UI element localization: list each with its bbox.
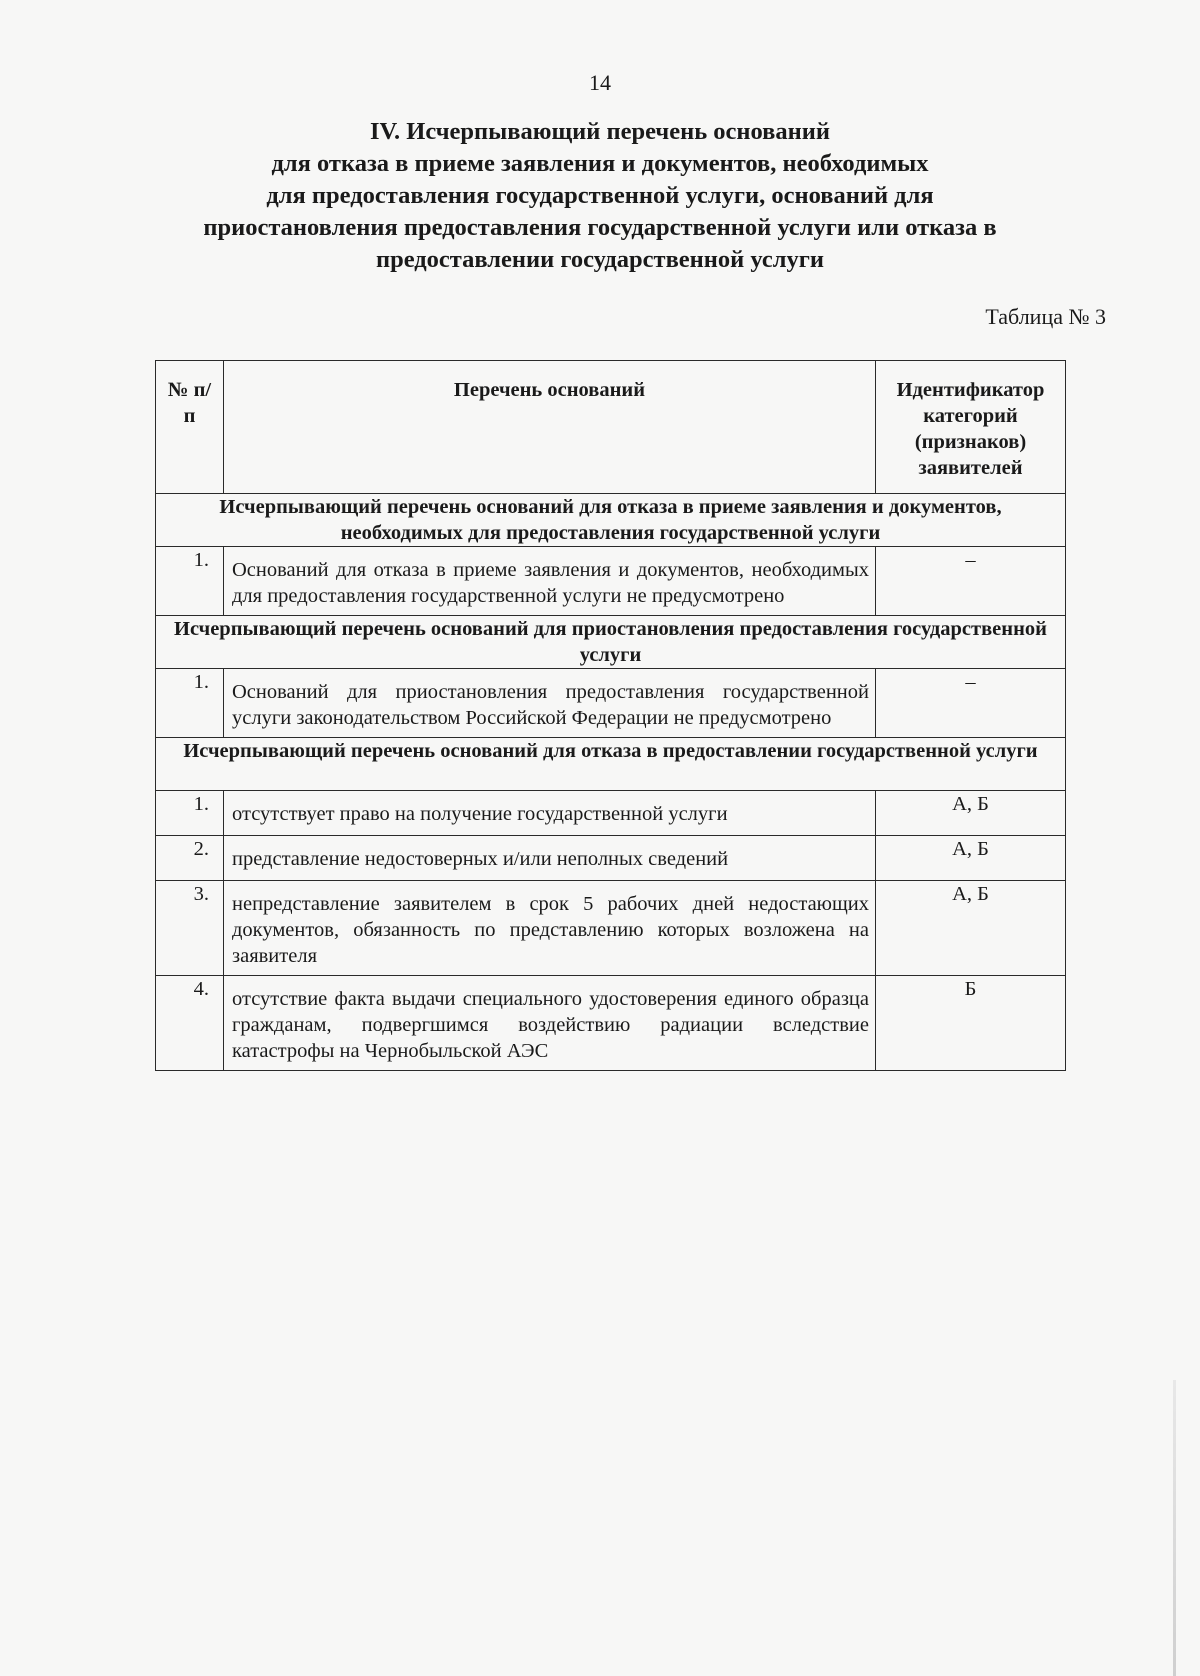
row-text: Оснований для приостановления предоставления государственной услуги законодательством Российской Федерации не предусмотрено bbox=[224, 669, 876, 738]
header-ident: Идентификатор категорий (признаков) заявителей bbox=[876, 361, 1066, 494]
table-row bbox=[156, 976, 1066, 1071]
page-number: 14 bbox=[589, 70, 611, 95]
row-ident: – bbox=[876, 547, 1066, 616]
row-number: 1. bbox=[156, 547, 224, 616]
section-title-line: для предоставления государственной услуги, оснований для bbox=[266, 182, 934, 209]
row-ident: А, Б bbox=[876, 791, 1066, 836]
group-title: Исчерпывающий перечень оснований для приостановления предоставления государственной услуги bbox=[156, 616, 1066, 669]
row-number: 2. bbox=[156, 836, 224, 881]
table-header-row bbox=[156, 361, 1066, 494]
row-text: Оснований для отказа в приеме заявления и документов, необходимых для предоставления государственной услуги не предусмотрено bbox=[224, 547, 876, 616]
group-title: Исчерпывающий перечень оснований для отказа в предоставлении государственной услуги bbox=[156, 738, 1066, 791]
table-row bbox=[156, 881, 1066, 976]
row-ident: А, Б bbox=[876, 881, 1066, 976]
table-caption: Таблица № 3 bbox=[985, 304, 1106, 329]
header-num: № п/п bbox=[156, 361, 224, 494]
section-title-line: предоставлении государственной услуги bbox=[375, 246, 825, 273]
section-title-line: для отказа в приеме заявления и документов, необходимых bbox=[271, 150, 929, 177]
table-row bbox=[156, 836, 1066, 881]
group-title: Исчерпывающий перечень оснований для отказа в приеме заявления и документов, необходимых для предоставления государственной услуги bbox=[156, 494, 1066, 547]
row-number: 4. bbox=[156, 976, 224, 1071]
group-row bbox=[156, 738, 1066, 791]
section-title bbox=[150, 116, 1050, 276]
row-number: 1. bbox=[156, 669, 224, 738]
header-grounds: Перечень оснований bbox=[224, 361, 876, 494]
row-text: отсутствует право на получение государственной услуги bbox=[224, 791, 876, 836]
section-title-line: приостановления предоставления государственной услуги или отказа в bbox=[203, 214, 997, 241]
row-ident: А, Б bbox=[876, 836, 1066, 881]
row-number: 3. bbox=[156, 881, 224, 976]
scan-edge-shadow bbox=[1173, 1380, 1176, 1676]
row-ident: Б bbox=[876, 976, 1066, 1071]
table-row bbox=[156, 669, 1066, 738]
row-number: 1. bbox=[156, 791, 224, 836]
section-title-line: IV. Исчерпывающий перечень оснований bbox=[369, 118, 831, 145]
table-row bbox=[156, 547, 1066, 616]
row-text: представление недостоверных и/или неполных сведений bbox=[224, 836, 876, 881]
grounds-table bbox=[155, 360, 1066, 1071]
group-row bbox=[156, 494, 1066, 547]
table-row bbox=[156, 791, 1066, 836]
row-text: отсутствие факта выдачи специального удостоверения единого образца гражданам, подвергшимся воздействию радиации вследствие катастрофы на Чернобыльской АЭС bbox=[224, 976, 876, 1071]
row-ident: – bbox=[876, 669, 1066, 738]
group-row bbox=[156, 616, 1066, 669]
row-text: непредставление заявителем в срок 5 рабочих дней недостающих документов, обязанность по представлению которых возложена на заявителя bbox=[224, 881, 876, 976]
